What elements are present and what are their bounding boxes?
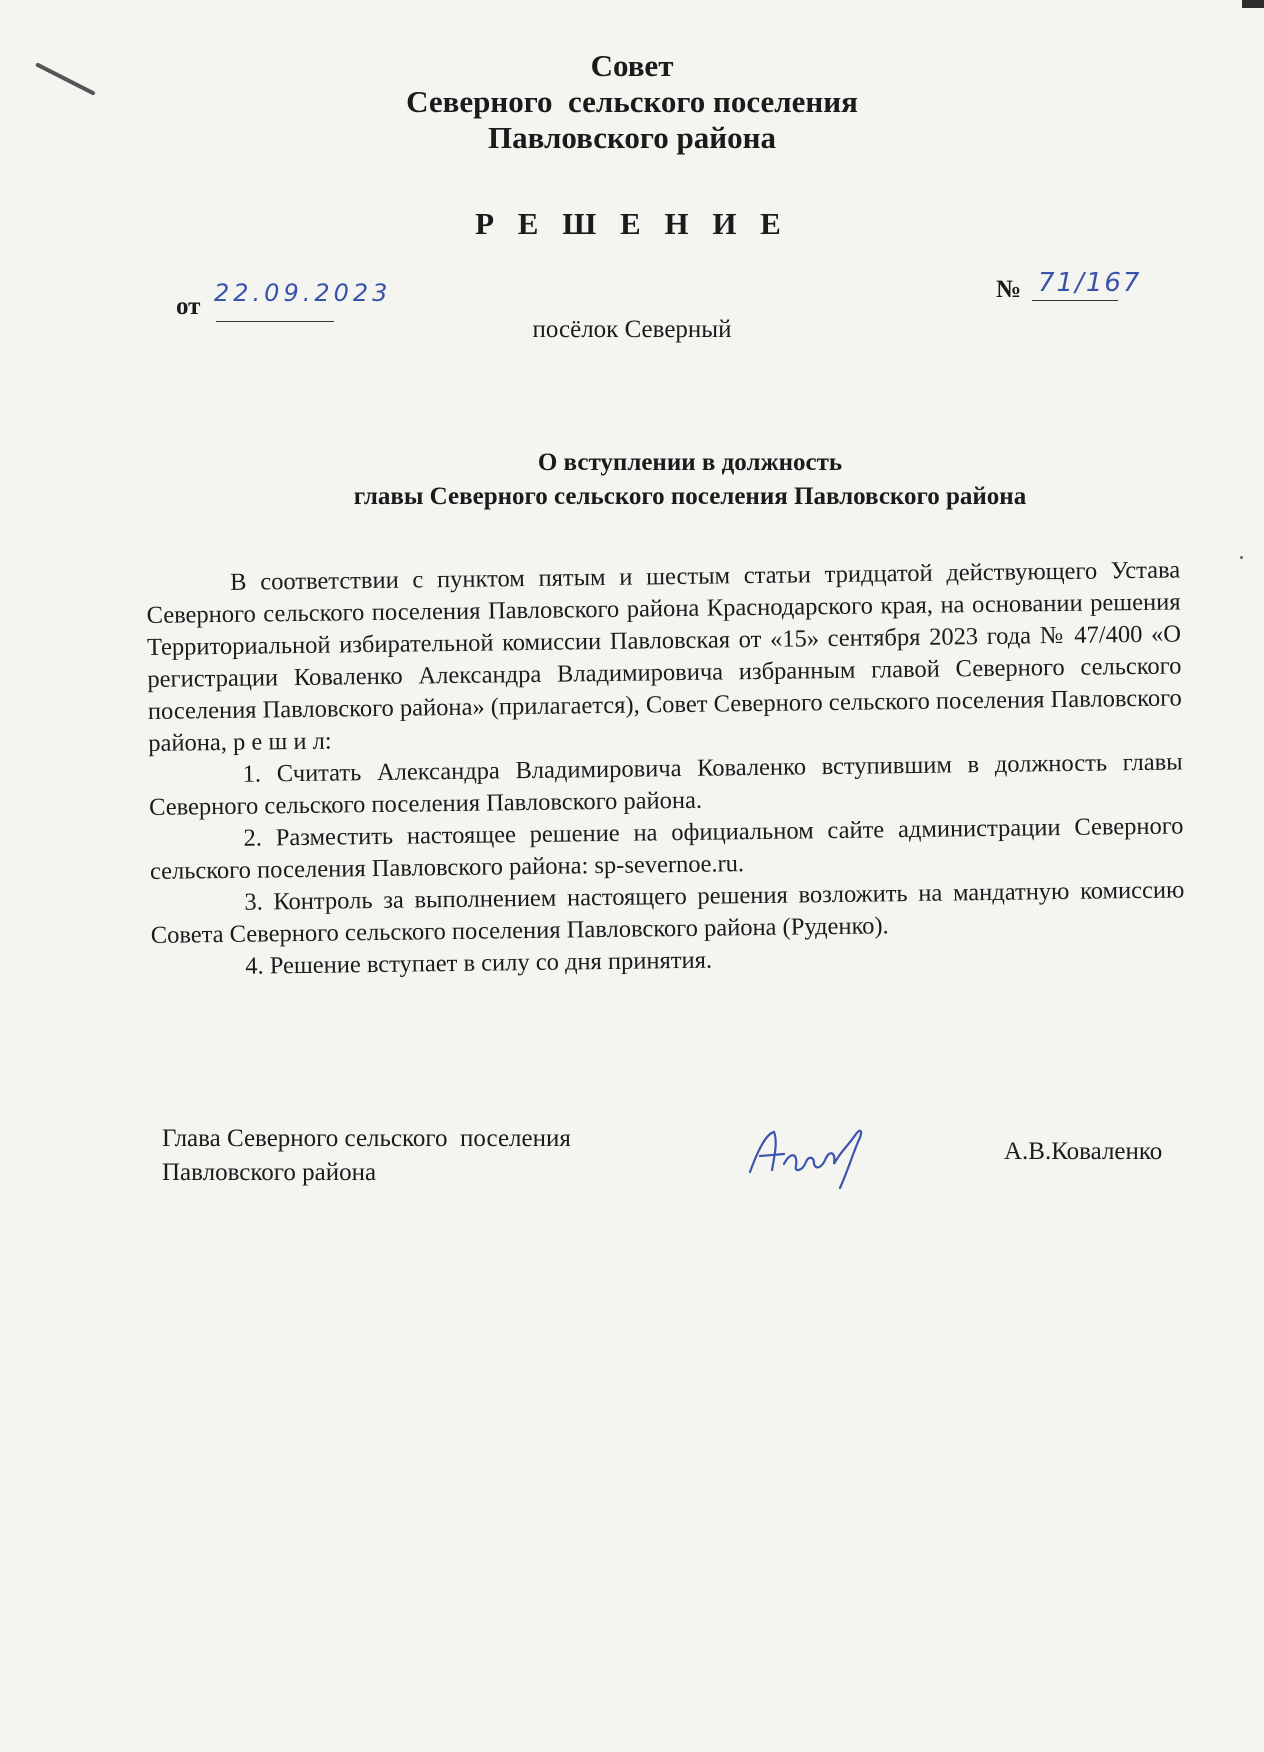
decision-item-1: 1. Считать Александра Владимировича Коваленко вступившим в должность главы Северного сельского поселения Павловского района. — [148, 748, 1183, 821]
org-line-2: Северного сельского поселения — [406, 84, 858, 119]
decision-item-2: 2. Разместить настоящее решение на официальном сайте администрации Северного сельского поселения Павловского района: sp-severnoe.ru. — [149, 812, 1184, 885]
decision-item-4: 4. Решение вступает в силу со дня принятия. — [245, 946, 713, 980]
handwritten-number: 71/167 — [1038, 268, 1142, 298]
signatory-position-line-2: Павловского района — [162, 1159, 377, 1186]
subject-line-2: главы Северного сельского поселения Павловского района — [353, 483, 1027, 510]
scan-corner-mark — [1242, 0, 1264, 8]
signatory-name: А.В.Коваленко — [1004, 1138, 1163, 1165]
number-field — [996, 268, 1142, 304]
preamble-paragraph: В соответствии с пунктом пятым и шестым статьи тридцатой действующего Устава Северного сельского поселения Павловского района Краснодарского края, на основании решения Территориальной избирательной комиссии Павловская от «15» сентября 2023 года № 47/400 «О регистрации Коваленко Александра Владимировича избранным главой Северного сельского поселения Павловского района» (прилагается), Совет Северного сельского поселения Павловского района, р е ш и л: — [146, 556, 1182, 757]
decision-body — [146, 554, 1185, 983]
signatory-position — [162, 1122, 571, 1190]
date-prefix: от — [176, 293, 201, 320]
subject-line-1: О вступлении в должность — [537, 449, 843, 476]
place-of-issue: посёлок Северный — [532, 316, 732, 343]
number-underline — [1032, 300, 1118, 301]
decision-item-3: 3. Контроль за выполнением настоящего решения возложить на мандатную комиссию Совета Северного сельского поселения Павловского района (Руденко). — [150, 876, 1185, 949]
handwritten-signature — [744, 1112, 884, 1192]
issuing-organization — [0, 48, 1264, 156]
signatory-position-line-1: Глава Северного сельского поселения — [162, 1125, 571, 1152]
number-prefix: № — [996, 276, 1022, 303]
document-type-title: Р Е Ш Е Н И Е — [475, 206, 789, 241]
scan-dot — [1240, 556, 1243, 559]
org-line-3: Павловского района — [488, 120, 776, 155]
org-line-1: Совет — [590, 48, 674, 83]
handwritten-date: 22.09.2023 — [214, 279, 392, 307]
decision-subject — [290, 446, 1090, 514]
